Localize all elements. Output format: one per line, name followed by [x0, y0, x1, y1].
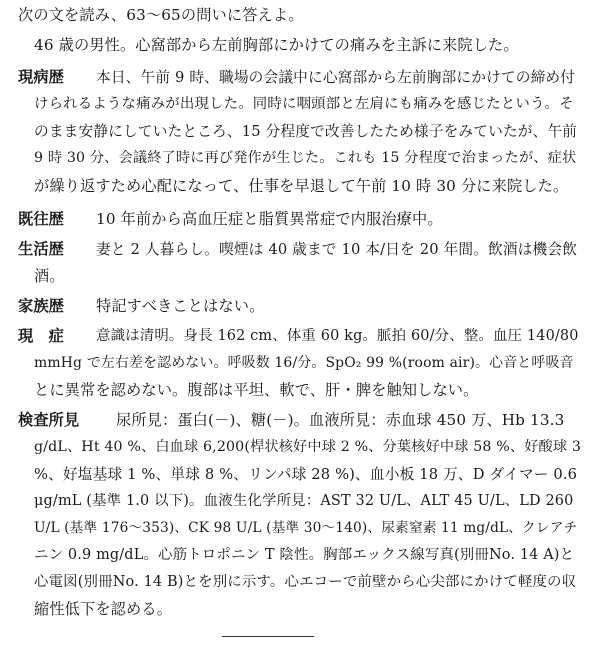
present-illness-line: 9 時 30 分、会議終了時に再び発作が生じた。これも 15 分程度で治まったが、症状 [34, 150, 577, 166]
family-history-line: 特記すべきことはない。 [96, 297, 265, 315]
current-status-label: 現 症 [18, 327, 65, 345]
lab-findings-line: U/L (基準 176～353)、CK 98 U/L (基準 30～140)、尿素窒素 11 mg/dL、クレアチ [34, 520, 578, 536]
lab-findings-line: 縮性低下を認める。 [34, 600, 173, 618]
social-history-line: 酒。 [34, 267, 65, 285]
family-history-label: 家族歴 [18, 297, 65, 315]
lab-findings-line: g/dL、Ht 40 %、白血球 6,200(桿状核好中球 2 %、分葉核好中球 58 %、好酸球 3 [34, 439, 582, 455]
lab-findings-label: 検査所見 [18, 411, 80, 429]
social-history-line: 妻と 2 人暮らし。喫煙は 40 歳まで 10 本/日を 20 年間。飲酒は機会飲 [96, 241, 578, 258]
present-illness-label: 現病歴 [18, 68, 65, 86]
present-illness-line: が繰り返すため心配になって、仕事を早退して午前 10 時 30 分に来院した。 [34, 177, 569, 195]
current-status-line: とに異常を認めない。腹部は平坦、軟で、肝・脾を触知しない。 [34, 381, 479, 399]
past-history-label: 既往歴 [18, 210, 65, 228]
present-illness-line: 本日、午前 9 時、職場の会議中に心窩部から左前胸部にかけての締め付 [96, 69, 576, 86]
past-history-line: 10 年前から高血圧症と脂質異常症で内服治療中。 [96, 210, 443, 228]
social-history-label: 生活歴 [18, 240, 65, 258]
lab-findings-line: 尿所見：蛋白(－)、糖(－)。血液所見：赤血球 450 万、Hb 13.3 [116, 411, 565, 429]
lab-findings-line: μg/mL (基準 1.0 以下)。血液生化学所見：AST 32 U/L、ALT 45 U/L、LD 260 [34, 493, 574, 509]
instruction-text: 次の文を読み、63～65の問いに答えよ。 [18, 6, 304, 24]
lab-findings-line: ニン 0.9 mg/dL。心筋トロポニン T 陰性。胸部エックス線写真(別冊No. 14 A)と [34, 547, 575, 563]
present-illness-line: のまま安静にしていたところ、15 分程度で改善したため様子をみていたが、午前 [34, 123, 578, 140]
present-illness-line: けられるような痛みが出現した。同時に咽頭部と左肩にも痛みを感じたという。そ [34, 96, 574, 112]
lab-findings-line: 心電図(別冊No. 14 B)とを別に示す。心エコーで前壁から心尖部にかけて軽度の収 [34, 574, 577, 590]
lab-findings-line: %、好塩基球 1 %、単球 8 %、リンパ球 28 %)、血小板 18 万、D ダイマー 0.6 [34, 466, 578, 483]
current-status-line: 意識は清明。身長 162 cm、体重 60 kg。脈拍 60/分、整。血圧 140/80 [96, 328, 579, 344]
current-status-line: mmHg で左右差を認めない。呼吸数 16/分。SpO₂ 99 %(room air)。心音と呼吸音 [34, 355, 574, 371]
case-intro: 46 歳の男性。心窩部から左前胸部にかけての痛みを主訴に来院した。 [34, 36, 519, 54]
bottom-divider [222, 636, 314, 637]
